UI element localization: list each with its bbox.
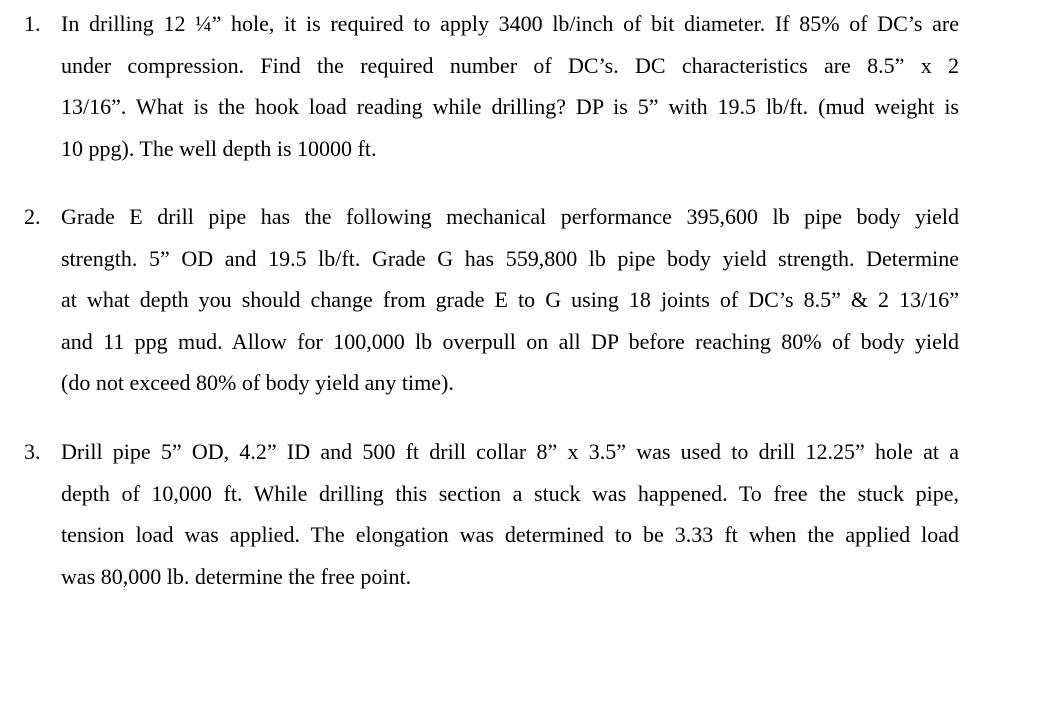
question-line: at what depth you should change from grade E to G using 18 joints of DC’s 8.5” & 2 13/16” [61,287,959,312]
question-line: was 80,000 lb. determine the free point. [61,564,412,589]
question-line: In drilling 12 ¼” hole, it is required to apply 3400 lb/inch of bit diameter. If 85% of DC’s are [61,11,959,36]
question-line: tension load was applied. The elongation was determined to be 3.33 ft when the applied load [61,522,959,547]
question-line: (do not exceed 80% of body yield any time). [61,370,454,395]
question-line: and 11 ppg mud. Allow for 100,000 lb overpull on all DP before reaching 80% of body yield [61,329,959,354]
question-line: 13/16”. What is the hook load reading while drilling? DP is 5” with 19.5 lb/ft. (mud weight is [61,94,959,119]
question-number: 1. [24,11,41,36]
question-line: under compression. Find the required number of DC’s. DC characteristics are 8.5” x 2 [61,53,959,78]
question-line: 10 ppg). The well depth is 10000 ft. [61,136,377,161]
question-line: depth of 10,000 ft. While drilling this section a stuck was happened. To free the stuck pipe, [61,481,959,506]
question-line: strength. 5” OD and 19.5 lb/ft. Grade G has 559,800 lb pipe body yield strength. Determine [61,246,959,271]
question-number: 3. [24,439,41,464]
question-number: 2. [24,204,41,229]
question-line: Grade E drill pipe has the following mechanical performance 395,600 lb pipe body yield [61,204,959,229]
question-line: Drill pipe 5” OD, 4.2” ID and 500 ft drill collar 8” x 3.5” was used to drill 12.25” hole at a [61,439,959,464]
